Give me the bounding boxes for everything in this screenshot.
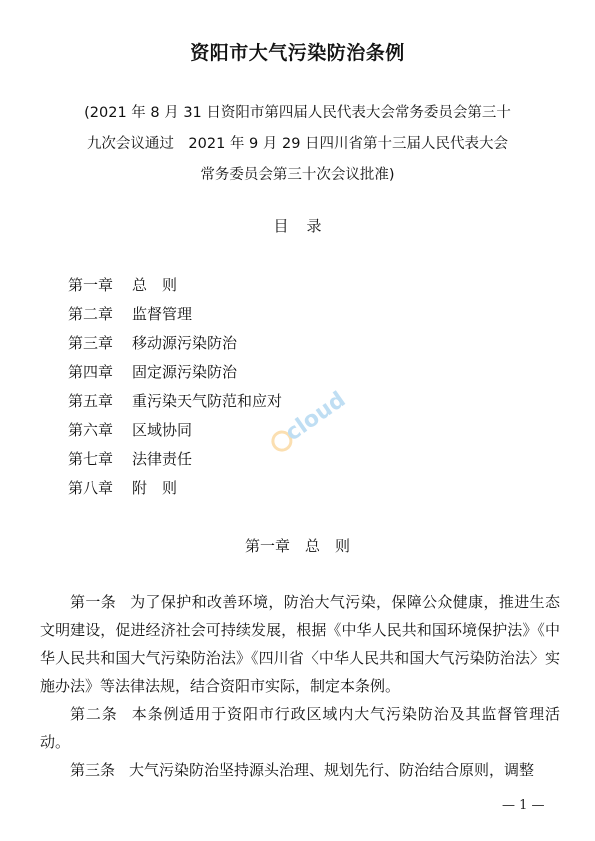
toc-chapter-title: 移动源污染防治 (132, 334, 238, 352)
article-text: 为了保护和改善环境，防治大气污染，保障公众健康，推进生态文明建设，促进经济社会可持续发展，根据《中华人民共和国环境保护法》《中华人民共和国大气污染防治法》《四川省〈中华人民共和国大气污染防治法〉实施办法》等法律法规，结合资阳市实际，制定本条例。 (40, 593, 560, 695)
toc-item (68, 445, 282, 474)
toc-chapter-title: 区域协同 (132, 421, 193, 439)
article-paragraph (40, 588, 560, 700)
toc-item (68, 271, 282, 300)
toc-chapter-title: 附 则 (132, 479, 178, 497)
toc-chapter-number: 第六章 (68, 421, 114, 439)
toc-chapter-number: 第八章 (68, 479, 114, 497)
toc-chapter-number: 第二章 (68, 305, 114, 323)
toc-chapter-number: 第七章 (68, 450, 114, 468)
toc-item (68, 300, 282, 329)
adoption-note-line: (2021 年 8 月 31 日资阳市第四届人民代表大会常务委员会第三十 (84, 105, 511, 121)
watermark-text: cloud (280, 387, 350, 447)
toc-item (68, 474, 282, 503)
adoption-note-line: 常务委员会第三十次会议批准) (200, 167, 395, 183)
toc-item (68, 358, 282, 387)
adoption-note (40, 98, 555, 191)
article-label: 第二条 (70, 705, 118, 723)
toc-item (68, 416, 282, 445)
toc-chapter-number: 第五章 (68, 392, 114, 410)
article-text: 大气污染防治坚持源头治理、规划先行、防治结合原则，调整 (129, 761, 535, 779)
chapter-heading: 第一章 总 则 (244, 537, 350, 555)
toc-heading: 目录 (273, 217, 340, 235)
toc-chapter-number: 第一章 (68, 276, 114, 294)
toc-chapter-number: 第三章 (68, 334, 114, 352)
article-text: 本条例适用于资阳市行政区域内大气污染防治及其监督管理活动。 (40, 705, 560, 751)
articles-body (40, 588, 560, 784)
toc-chapter-number: 第四章 (68, 363, 114, 381)
cloud-watermark-icon (260, 380, 350, 460)
toc-item (68, 387, 282, 416)
document-title: 资阳市大气污染防治条例 (190, 42, 405, 64)
toc-chapter-title: 监督管理 (132, 305, 193, 323)
article-label: 第三条 (70, 761, 116, 779)
toc-chapter-title: 固定源污染防治 (132, 363, 238, 381)
page-number: — 1 — (502, 798, 545, 813)
article-paragraph (40, 700, 560, 756)
toc-chapter-title: 法律责任 (132, 450, 193, 468)
article-label: 第一条 (70, 593, 117, 611)
table-of-contents (68, 271, 282, 503)
adoption-note-line: 九次会议通过 2021 年 9 月 29 日四川省第十三届人民代表大会 (86, 136, 509, 152)
toc-chapter-title: 重污染天气防范和应对 (132, 392, 283, 410)
toc-chapter-title: 总 则 (132, 276, 178, 294)
toc-item (68, 329, 282, 358)
article-paragraph (40, 756, 560, 784)
